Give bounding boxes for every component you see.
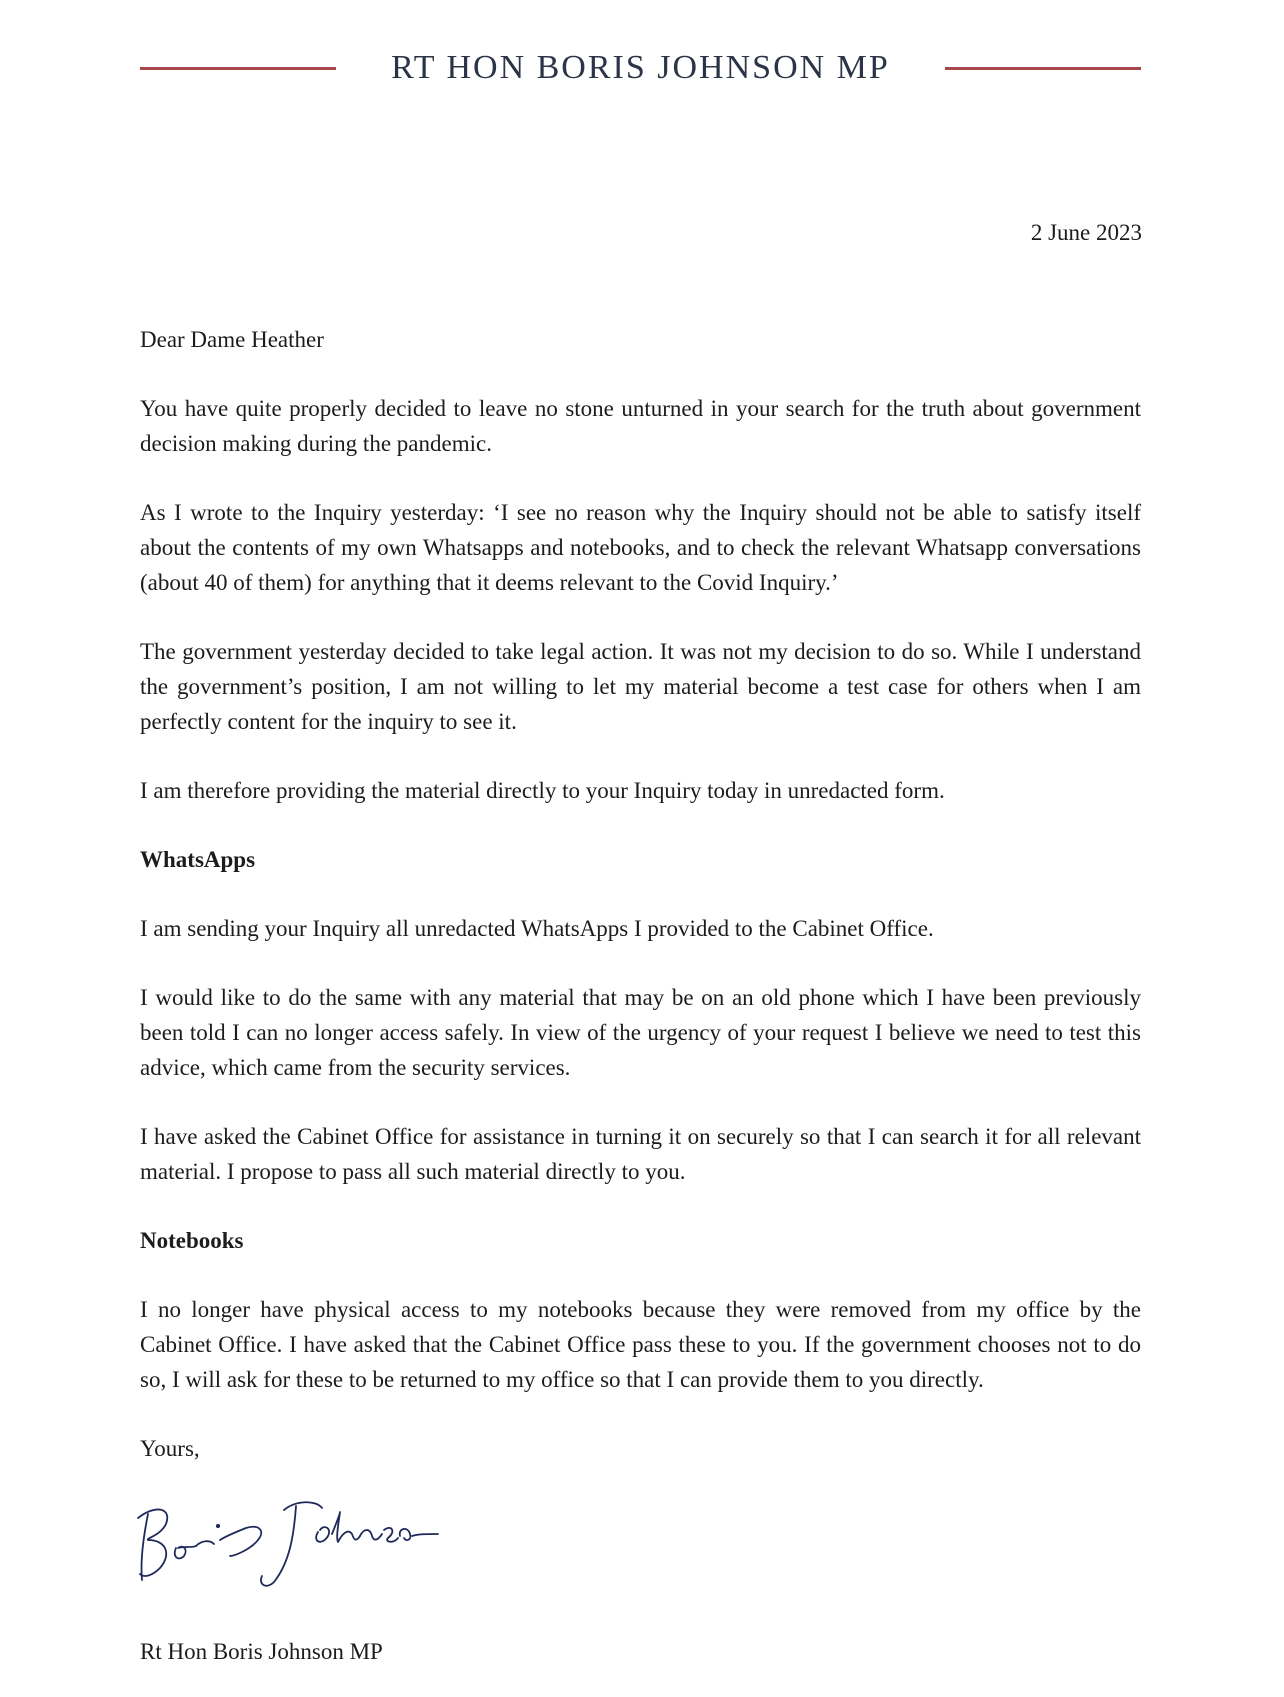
paragraph: As I wrote to the Inquiry yesterday: ‘I see no reason why the Inquiry should not be able to satisfy itself about the contents of my own Whatsapps and notebooks, and to check the relevant Whatsapp conversations (about 40 of them) for anything that it deems relevant to the Covid Inquiry.’ bbox=[140, 500, 1141, 595]
closing: Yours, bbox=[140, 1436, 200, 1461]
letterhead bbox=[140, 38, 1141, 98]
signature bbox=[126, 1484, 446, 1594]
paragraph: The government yesterday decided to take legal action. It was not my decision to do so. While I understand the government’s position, I am not willing to let my material become a test case for others when I am perfectly content for the inquiry to see it. bbox=[140, 639, 1141, 734]
letterhead-title: RT HON BORIS JOHNSON MP bbox=[391, 49, 890, 86]
paragraph: I am sending your Inquiry all unredacted WhatsApps I provided to the Cabinet Office. bbox=[140, 916, 934, 941]
paragraph: I am therefore providing the material directly to your Inquiry today in unredacted form. bbox=[140, 778, 945, 803]
paragraph: You have quite properly decided to leave no stone unturned in your search for the truth about government decision making during the pandemic. bbox=[140, 396, 1141, 456]
salutation: Dear Dame Heather bbox=[140, 327, 324, 352]
letterhead-rule-right bbox=[945, 67, 1141, 70]
letterhead-rule-left bbox=[140, 67, 336, 70]
letter-body bbox=[140, 322, 1141, 1669]
paragraph: I have asked the Cabinet Office for assistance in turning it on securely so that I can search it for all relevant material. I propose to pass all such material directly to you. bbox=[140, 1124, 1141, 1184]
signatory-name: Rt Hon Boris Johnson MP bbox=[140, 1639, 383, 1664]
section-heading-notebooks: Notebooks bbox=[140, 1228, 244, 1253]
paragraph: I would like to do the same with any material that may be on an old phone which I have been previously been told I can no longer access safely. In view of the urgency of your request I believe we need to test this advice, which came from the security services. bbox=[140, 985, 1141, 1080]
section-heading-whatsapps: WhatsApps bbox=[140, 847, 256, 872]
paragraph: I no longer have physical access to my notebooks because they were removed from my office by the Cabinet Office. I have asked that the Cabinet Office pass these to you. If the government chooses not to do so, I will ask for these to be returned to my office so that I can provide them to you directly. bbox=[140, 1297, 1141, 1392]
letter-date: 2 June 2023 bbox=[1030, 220, 1142, 245]
